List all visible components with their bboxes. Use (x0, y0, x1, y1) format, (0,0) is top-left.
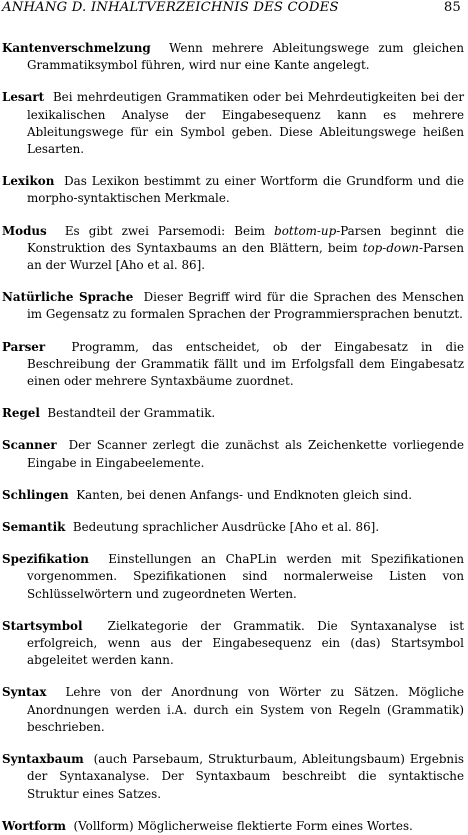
glossary-entry-scanner (2, 437, 464, 471)
definition-emphasis: bottom-up (274, 223, 337, 238)
glossary-entry-regel (2, 405, 464, 422)
glossary-entry-spezifikation (2, 551, 464, 603)
glossary-term: Natürliche Sprache (2, 290, 134, 305)
glossary-term: Kantenverschmelzung (2, 41, 151, 55)
glossary-definition: Lehre von der Anordnung von Wörter zu Sätzen. Mögliche Anordnungen werden i.A. durch ein System von Regeln (Grammatik) beschrieben. (27, 685, 464, 734)
glossary-definition: Programm, das entscheidet, ob der Eingabesatz in die Beschreibung der Grammatik fällt und im Erfolgsfall dem Eingabesatz einen oder mehrere Syntaxbäume zuordnet. (27, 339, 464, 389)
glossary-term: Syntax (2, 685, 47, 700)
glossary-entry-schlingen (2, 487, 464, 504)
glossary-term: Schlingen (2, 487, 69, 502)
glossary-entry-kantenverschmelzung (2, 40, 464, 74)
glossary-entry-semantik (2, 519, 464, 536)
chapter-heading: ANHANG D. INHALTVERZEICHNIS DES CODES (2, 0, 339, 15)
definition-text: -Parsen an der Wurzel [Aho et al. 86]. (27, 240, 464, 273)
glossary-entry-lexikon (2, 173, 464, 207)
glossary-term: Syntaxbaum (2, 752, 84, 767)
glossary-term: Lexikon (2, 174, 55, 189)
glossary-entry-syntaxbaum (2, 751, 464, 803)
glossary-definition: (Vollform) Möglicherweise flektierte Form eines Wortes. (73, 818, 413, 833)
glossary-definition: Wenn mehrere Ableitungswege zum gleichen Grammatiksymbol führen, wird nur eine Kante angelegt. (27, 41, 464, 73)
definition-text: Es gibt zwei Parsemodi: Beim (64, 223, 275, 238)
glossary-term: Wortform (2, 818, 66, 833)
definition-text: -Parsen beginnt die Konstruktion des Syntaxbaums an den Blättern, beim (27, 223, 464, 255)
definition-emphasis: top-down (362, 240, 419, 255)
glossary-definition (27, 224, 464, 272)
glossary-term: Spezifikation (2, 552, 89, 567)
glossary-term: Modus (2, 223, 47, 238)
glossary-entry-modus (2, 223, 464, 275)
glossary (2, 40, 464, 835)
glossary-entry-syntax (2, 684, 464, 736)
glossary-definition: Einstellungen an ChaPLin werden mit Spezifikationen vorgenommen. Spezifikationen sind normalerweise Listen von Schlüsselwörtern und zugeordneten Werten. (27, 552, 464, 601)
glossary-term: Scanner (2, 438, 57, 453)
glossary-definition: Zielkategorie der Grammatik. Die Syntaxanalyse ist erfolgreich, wenn aus der Eingabesequenz ein (das) Startsymbol abgeleitet werden kann. (27, 618, 465, 668)
glossary-term: Parser (2, 339, 46, 354)
glossary-term: Startsymbol (2, 618, 83, 633)
glossary-definition: Das Lexikon bestimmt zu einer Wortform die Grundform und die morpho-syntaktischen Merkmale. (27, 174, 464, 206)
glossary-definition: (auch Parsebaum, Strukturbaum, Ableitungsbaum) Ergebnis der Syntaxanalyse. Der Syntaxbaum beschreibt die syntaktische Struktur eines Satzes. (27, 752, 465, 801)
running-header (2, 0, 461, 16)
glossary-term: Lesart (2, 90, 45, 105)
glossary-definition: Kanten, bei denen Anfangs- und Endknoten gleich sind. (76, 487, 413, 502)
glossary-definition: Dieser Begriff wird für die Sprachen des Menschen im Gegensatz zu formalen Sprachen der Programmiersprachen benutzt. (27, 290, 465, 322)
glossary-definition: Der Scanner zerlegt die zunächst als Zeichenkette vorliegende Eingabe in Eingabeelemente. (27, 438, 465, 470)
glossary-definition: Bestandteil der Grammatik. (47, 406, 216, 421)
glossary-entry-parser (2, 339, 464, 391)
glossary-term: Semantik (2, 520, 66, 535)
glossary-definition: Bei mehrdeutigen Grammatiken oder bei Mehrdeutigkeiten bei der lexikalischen Analyse der Eingabesequenz kann es mehrere Ableitungswege für ein Symbol geben. Diese Ableitungswege heißen Lesarten. (27, 90, 464, 157)
glossary-entry-wortform (2, 818, 464, 835)
page-number: 85 (443, 0, 461, 15)
glossary-definition: Bedeutung sprachlicher Ausdrücke [Aho et al. 86]. (72, 520, 380, 535)
glossary-entry-startsymbol (2, 618, 464, 670)
glossary-term: Regel (2, 406, 40, 421)
glossary-entry-lesart (2, 89, 464, 158)
glossary-entry-natuerliche-sprache (2, 289, 464, 323)
